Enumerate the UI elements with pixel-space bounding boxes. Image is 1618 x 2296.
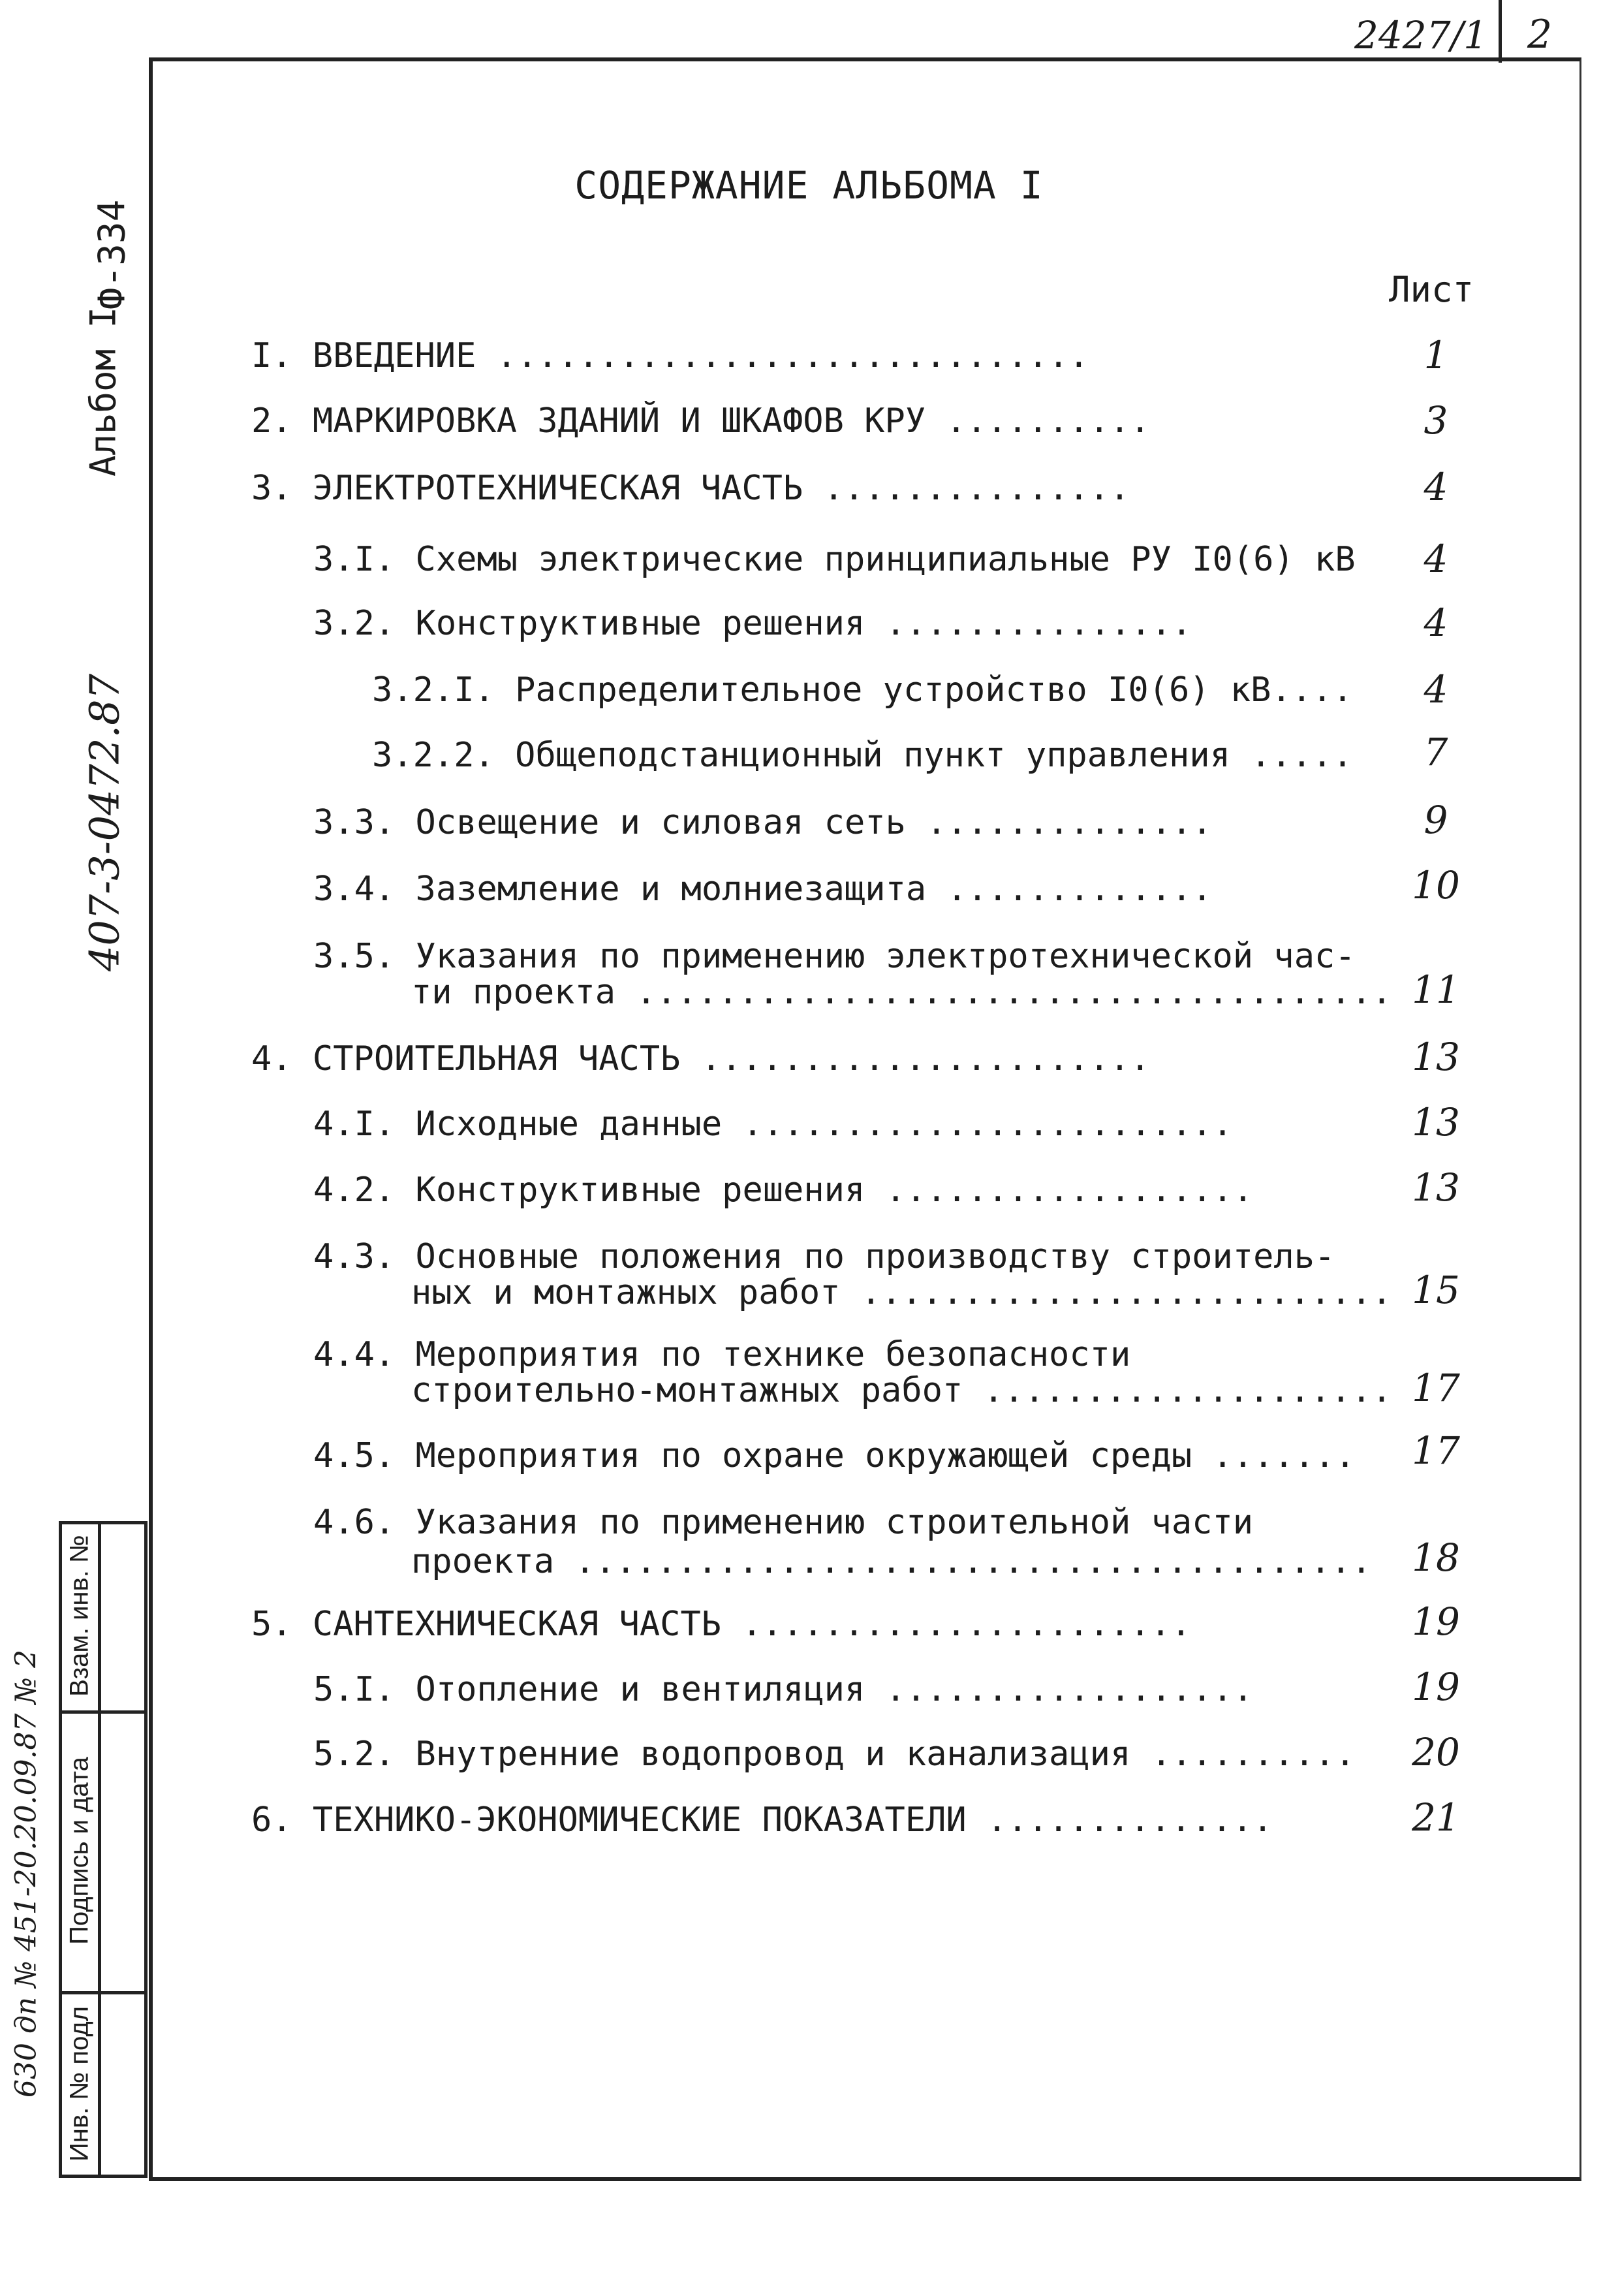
toc-entry-5-2: 5.2. Внутренние водопровод и канализация .......... — [313, 1735, 1356, 1774]
toc-page-2: 3 — [1424, 398, 1448, 443]
toc-entry-4: 4. СТРОИТЕЛЬНАЯ ЧАСТЬ ...................... — [251, 1039, 1151, 1078]
toc-entry-3-5-cont: ти проекта ..................................... — [411, 973, 1392, 1012]
toc-page-4-1: 13 — [1412, 1100, 1460, 1144]
document-code: 2427/1 — [1354, 13, 1488, 57]
toc-page-4-6: 18 — [1412, 1535, 1460, 1580]
toc-page-6: 21 — [1412, 1795, 1460, 1840]
project-number: 407-3-0472.87 — [80, 673, 129, 972]
toc-page-5: 19 — [1412, 1599, 1460, 1644]
toc-entry-4-6-cont: проекта ....................................... — [411, 1542, 1372, 1581]
stamp-divider — [59, 1991, 148, 1994]
toc-entry-4-2: 4.2. Конструктивные решения .................. — [313, 1171, 1254, 1210]
toc-page-3-3: 9 — [1424, 798, 1448, 842]
sheet-column-header: Лист — [1389, 269, 1474, 310]
toc-entry-3-5: 3.5. Указания по применению электротехнической час- — [313, 937, 1356, 976]
toc-entry-4-4: 4.4. Мероприятия по технике безопасности — [313, 1335, 1131, 1374]
toc-page-3-2-1: 4 — [1424, 667, 1448, 712]
stamp-divider — [59, 1710, 148, 1714]
toc-page-1: 1 — [1424, 333, 1448, 377]
toc-entry-3-3: 3.3. Освещение и силовая сеть .............. — [313, 803, 1213, 842]
stamp-inv-orig: Инв. № подл — [65, 2005, 94, 2162]
stamp-handwritten-note: 630 дп № 451-20.20.09.87 № 2 — [9, 1649, 43, 2098]
toc-entry-3-2: 3.2. Конструктивные решения ............... — [313, 604, 1192, 643]
toc-entry-6: 6. ТЕХНИКО-ЭКОНОМИЧЕСКИЕ ПОКАЗАТЕЛИ .............. — [251, 1801, 1273, 1840]
toc-entry-5: 5. САНТЕХНИЧЕСКАЯ ЧАСТЬ ...................... — [251, 1605, 1192, 1644]
stamp-sign-date: Подпись и дата — [65, 1757, 94, 1945]
toc-entry-4-5: 4.5. Мероприятия по охране окружающей среды ....... — [313, 1436, 1356, 1475]
toc-entry-3-1: 3.I. Схемы электрические принципиальные РУ I0(6) кВ — [313, 540, 1356, 579]
toc-page-4: 13 — [1412, 1035, 1460, 1079]
toc-page-4-4: 17 — [1412, 1366, 1460, 1410]
toc-entry-4-6: 4.6. Указания по применению строительной части — [313, 1503, 1254, 1542]
toc-entry-2: 2. МАРКИРОВКА ЗДАНИЙ И ШКАФОВ КРУ .......... — [251, 401, 1151, 441]
toc-entry-4-3-cont: ных и монтажных работ .......................... — [411, 1273, 1392, 1312]
toc-page-5-1: 19 — [1412, 1665, 1460, 1709]
toc-entry-4-3: 4.3. Основные положения по производству строитель- — [313, 1237, 1335, 1276]
toc-page-3-2-2: 7 — [1424, 730, 1448, 774]
toc-entry-3-2-2: 3.2.2. Общеподстанционный пункт управления ..... — [372, 736, 1353, 775]
page-title: СОДЕРЖАНИЕ АЛЬБОМА I — [574, 163, 1044, 208]
toc-page-3-4: 10 — [1412, 863, 1460, 907]
toc-entry-3-4: 3.4. Заземление и молниезащита ............. — [313, 870, 1213, 909]
toc-entry-3: 3. ЭЛЕКТРОТЕХНИЧЕСКАЯ ЧАСТЬ ............... — [251, 469, 1130, 508]
stamp-divider-vertical — [98, 1521, 101, 2178]
toc-page-3-2: 4 — [1424, 601, 1448, 645]
album-label: Альбом I — [82, 306, 124, 477]
sheet-number-box — [1499, 0, 1618, 63]
toc-page-3-5: 11 — [1412, 967, 1460, 1012]
toc-entry-4-4-cont: строительно-монтажных работ .................... — [411, 1371, 1392, 1410]
toc-entry-5-1: 5.I. Отопление и вентиляция .................. — [313, 1670, 1254, 1709]
toc-page-4-5: 17 — [1412, 1428, 1460, 1473]
toc-entry-1: I. ВВЕДЕНИЕ ............................. — [251, 336, 1089, 375]
stamp-replace-inv: Взам. инв. № — [65, 1535, 94, 1697]
series-code: Ф-334 — [91, 199, 134, 310]
toc-page-5-2: 20 — [1412, 1730, 1460, 1774]
toc-page-4-2: 13 — [1412, 1165, 1460, 1210]
toc-page-4-3: 15 — [1412, 1268, 1460, 1312]
toc-page-3: 4 — [1424, 465, 1448, 509]
toc-page-3-1: 4 — [1424, 537, 1448, 581]
sheet-number: 2 — [1527, 12, 1553, 57]
toc-entry-3-2-1: 3.2.I. Распределительное устройство I0(6) кВ.... — [372, 670, 1353, 710]
toc-entry-4-1: 4.I. Исходные данные ........................ — [313, 1105, 1233, 1144]
